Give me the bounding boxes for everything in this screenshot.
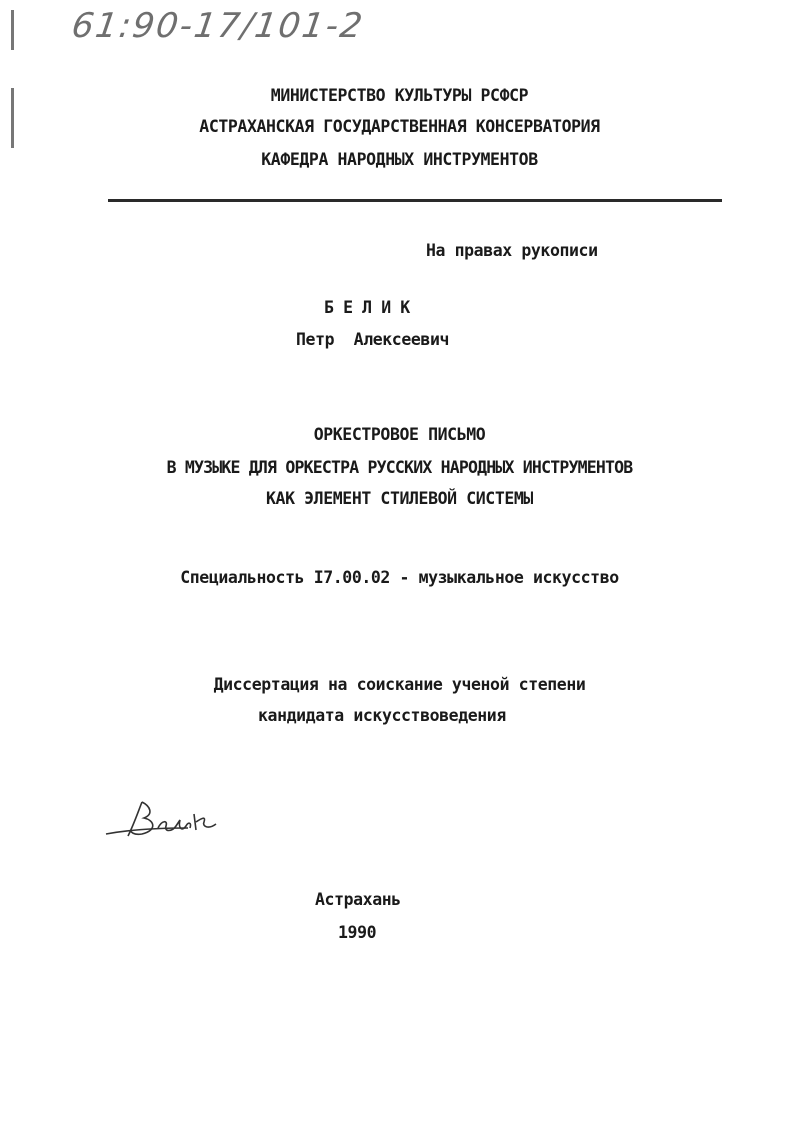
ministry-name: МИНИСТЕРСТВО КУЛЬТУРЫ РСФСР: [270, 86, 529, 105]
specialty: Специальность I7.00.02 - музыкальное искусство: [180, 568, 619, 587]
margin-mark: [11, 10, 14, 50]
archive-mark: 61:90-17/101-2: [69, 6, 367, 46]
author-given-names: Петр Алексеевич: [296, 330, 450, 349]
author-surname: Б Е Л И К: [324, 298, 410, 317]
degree-line-2: кандидата искусствоведения: [258, 706, 506, 725]
institution-name: АСТРАХАНСКАЯ ГОСУДАРСТВЕННАЯ КОНСЕРВАТОРИЯ: [199, 117, 600, 136]
title-line-2: В МУЗЫКЕ ДЛЯ ОРКЕСТРА РУССКИХ НАРОДНЫХ ИНСТРУМЕНТОВ: [166, 458, 633, 477]
title-line-1: ОРКЕСТРОВОЕ ПИСЬМО: [313, 425, 486, 444]
department-name: КАФЕДРА НАРОДНЫХ ИНСТРУМЕНТОВ: [261, 150, 538, 169]
degree-line-1: Диссертация на соискание ученой степени: [213, 675, 586, 694]
handwritten-signature: [98, 790, 238, 850]
place: Астрахань: [315, 890, 401, 909]
header-divider: [108, 199, 722, 202]
year: 1990: [338, 923, 377, 942]
title-line-3: КАК ЭЛЕМЕНТ СТИЛЕВОЙ СИСТЕМЫ: [266, 489, 533, 508]
manuscript-note: На правах рукописи: [426, 241, 598, 260]
